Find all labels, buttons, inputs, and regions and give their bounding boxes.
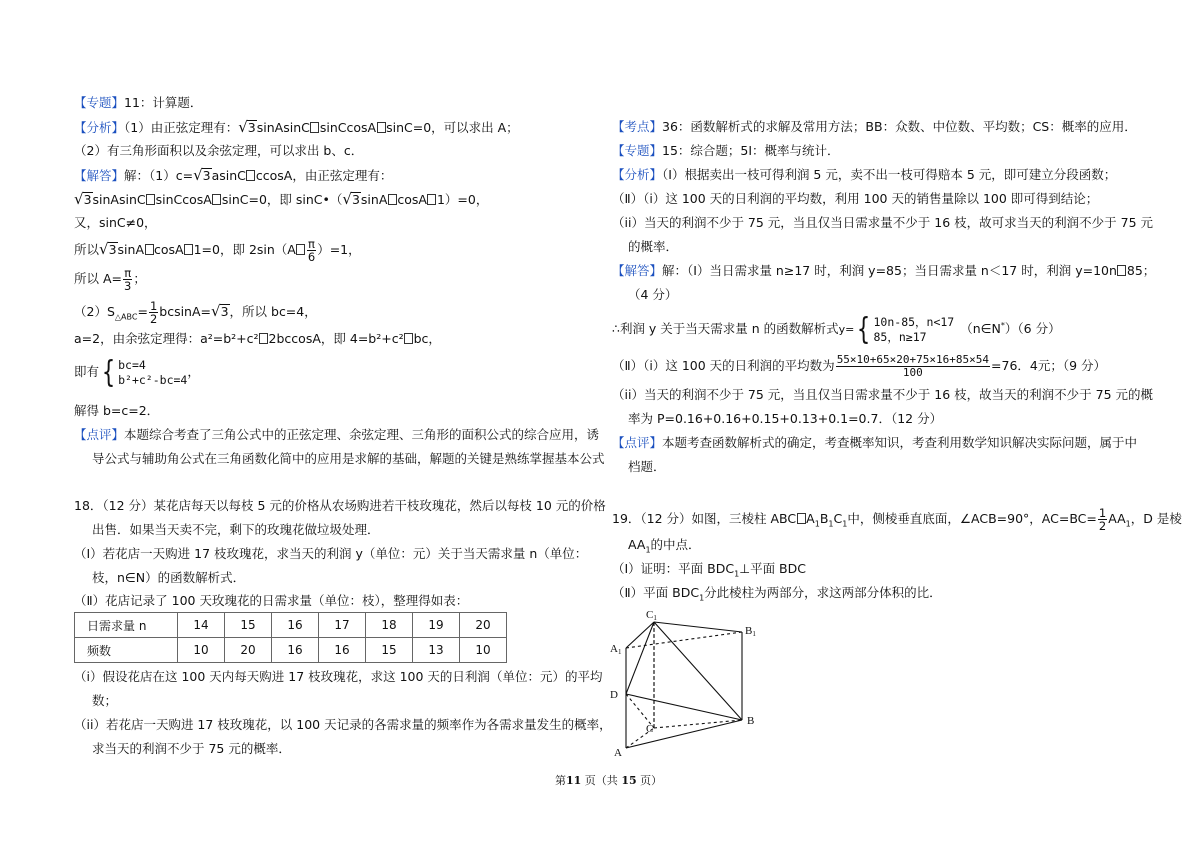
comment-line-1: 【点评】本题综合考查了三角公式中的正弦定理、余弦定理、三角形的面积公式的综合应用，诱 xyxy=(74,427,600,442)
solution-right-2: （4 分） xyxy=(628,287,678,302)
label-d: D xyxy=(610,689,618,701)
topic-line: 【专题】11：计算题． xyxy=(74,95,203,110)
page-number: 11 xyxy=(566,774,582,787)
topic-line-right: 【专题】15：综合题；5I：概率与统计． xyxy=(612,143,840,158)
q18-line-2: 出售．如果当天卖不完，剩下的玫瑰花做垃圾处理． xyxy=(92,522,380,537)
label-a: A xyxy=(614,747,622,759)
label-c1: C1 xyxy=(646,609,657,622)
edge-db xyxy=(626,694,742,720)
solution-line-2: √3sinAsinC sinCcosA sinC=0，即 sinC•（√3sinA cosA 1）=0， xyxy=(74,190,489,208)
keypoint-line: 【考点】36：函数解析式的求解及常用方法；BB：众数、中位数、平均数；CS：概率的应用． xyxy=(612,119,1137,134)
table-row: 日需求量 n 14 15 16 17 18 19 20 xyxy=(75,613,507,638)
keypoint-tag: 【考点】 xyxy=(612,119,663,134)
page-footer: 第11 页（共 15 页） xyxy=(555,774,663,787)
solution-line-9: 解得 b=c=2． xyxy=(74,403,160,418)
q18-line-8: （ii）若花店一天购进 17 枝玫瑰花，以 100 天记录的各需求量的频率作为各需求量发生的概率， xyxy=(74,717,612,732)
q19-line-1: 19．（12 分）如图，三棱柱 ABC $A_1B_1C_1$中，侧棱垂直底面，∠ACB=90°，AC=BC= $\frac{1}{2}$ $AA_1$，D 是棱 xyxy=(612,506,1182,533)
q18-line-9: 求当天的利润不少于 75 元的概率． xyxy=(92,741,291,756)
analysis-line-2: （2）有三角形面积以及余弦定理，可以求出 b、c． xyxy=(74,143,364,158)
analysis-line-right-1: 【分析】（Ⅰ）根据卖出一枝可得利润 5 元，卖不出一枝可得赔本 5 元，即可建立分段函数； xyxy=(612,167,1117,182)
label-b1: B1 xyxy=(745,625,756,638)
solution-tag: 【解答】 xyxy=(74,168,125,183)
solution-line-4: 所以√3sinA cosA 1=0，即 2sin（A $\frac{\pi}{6}$ ）=1， xyxy=(74,237,361,264)
solution-line-6: $(2)S_{\triangle ABC}=$ $\frac{1}{2}$ bcsinA=√3，所以 bc=4， xyxy=(74,299,317,326)
q18-line-1: 18．（12 分）某花店每天以每枝 5 元的价格从农场购进若干枝玫瑰花，然后以每枝 10 元的价格 xyxy=(74,498,606,513)
comment-line-2: 导公式与辅助角公式在三角函数化简中的应用是求解的基础，解题的关键是熟练掌握基本公式 xyxy=(92,451,605,466)
solution-line-8: 即有{ bc=4 b²+c²-bc=4 ， xyxy=(74,354,200,390)
comment-right-2: 档题． xyxy=(628,459,666,474)
edge-c1b1 xyxy=(654,622,742,632)
prism-figure xyxy=(600,604,770,760)
solution-line-5: 所以 A= $\frac{\pi}{3}$ ； xyxy=(74,266,146,293)
solution-right-4: （Ⅱ）（i）这 100 天的日利润的平均数为 $\frac{55\times 10+65\times 20+75\times 16+85\times 54}{100}$ =76．4元；（9 分） xyxy=(612,353,1107,379)
demand-table xyxy=(74,612,507,663)
q18-line-5: （Ⅱ）花店记录了 100 天玫瑰花的日需求量（单位：枝），整理得如表： xyxy=(74,593,469,608)
solution-line-3: 又，sinC≠0， xyxy=(74,215,157,230)
edge-a1c1 xyxy=(626,622,654,648)
solution-right-3: ∴利润 y 关于当天需求量 n 的函数解析式y={ 10n-85，n<17 85，n≥17 （n∈N*）（6 分） xyxy=(612,311,1061,347)
pi-over-3: $\frac{\pi}{3}$ xyxy=(124,266,132,293)
total-pages: 15 xyxy=(621,774,637,787)
topic-tag: 【专题】 xyxy=(74,95,125,110)
q19-line-2: $AA_1$的中点． xyxy=(628,537,701,555)
table-row: 频数 10 20 16 16 15 13 10 xyxy=(75,638,507,663)
q18-line-3: （Ⅰ）若花店一天购进 17 枝玫瑰花，求当天的利润 y（单位：元）关于当天需求量 n（单位： xyxy=(74,546,588,561)
comment-tag: 【点评】 xyxy=(74,427,125,442)
solution-right-1: 【解答】解：（Ⅰ）当日需求量 n≥17 时，利润 y=85；当日需求量 n＜17 时，利润 y=10n 85； xyxy=(612,263,1156,278)
edge-dc1 xyxy=(626,622,654,694)
q18-line-7: 数； xyxy=(92,693,118,708)
pi-over-6: $\frac{\pi}{6}$ xyxy=(307,237,316,264)
analysis-line-right-2: （Ⅱ）（i）这 100 天的日利润的平均数，利用 100 天的销售量除以 100 即可得到结论； xyxy=(612,191,1099,206)
q19-line-3: （Ⅰ）证明：平面 $BDC_1\perp$平面 BDC xyxy=(612,561,806,579)
comment-right-1: 【点评】本题考查函数解析式的确定，考查概率知识，考查利用数学知识解决实际问题，属于中 xyxy=(612,435,1138,450)
label-a1: A1 xyxy=(610,643,622,656)
label-b: B xyxy=(747,715,755,727)
label-c: C xyxy=(646,723,654,735)
solution-line-7: a=2，由余弦定理得：a²=b²+c² 2bccosA，即 4=b²+c² bc， xyxy=(74,331,441,346)
solution-right-5: （ii）当天的利润不少于 75 元，当且仅当日需求量不少于 16 枝，故当天的利润不少于 75 元的概 xyxy=(612,387,1154,402)
solution-right-6: 率为 P=0.16+0.16+0.15+0.13+0.1=0.7．（12 分） xyxy=(628,411,943,426)
q18-line-4: 枝，n∈N）的函数解析式． xyxy=(92,570,246,585)
q18-line-6: （i）假设花店在这 100 天内每天购进 17 枝玫瑰花，求这 100 天的日利润（单位：元）的平均 xyxy=(74,669,603,684)
solution-line-1: 【解答】解：（1）c=√3asinC ccosA，由正弦定理有： xyxy=(74,166,393,184)
analysis-line-right-4: 的概率． xyxy=(628,239,679,254)
edge-c1b xyxy=(654,622,742,720)
q19-line-4: （Ⅱ）平面 $BDC_1$分此棱柱为两部分，求这两部分体积的比． xyxy=(612,585,942,603)
edge-ab xyxy=(626,720,742,748)
analysis-line-1: 【分析】（1）由正弦定理有：√3sinAsinC sinCcosA sinC=0，可以求出 A； xyxy=(74,118,519,136)
analysis-line-right-3: （ii）当天的利润不少于 75 元，当且仅当日需求量不少于 16 枝，故可求当天的利润不少于 75 元 xyxy=(612,215,1154,230)
analysis-tag: 【分析】 xyxy=(74,120,125,135)
